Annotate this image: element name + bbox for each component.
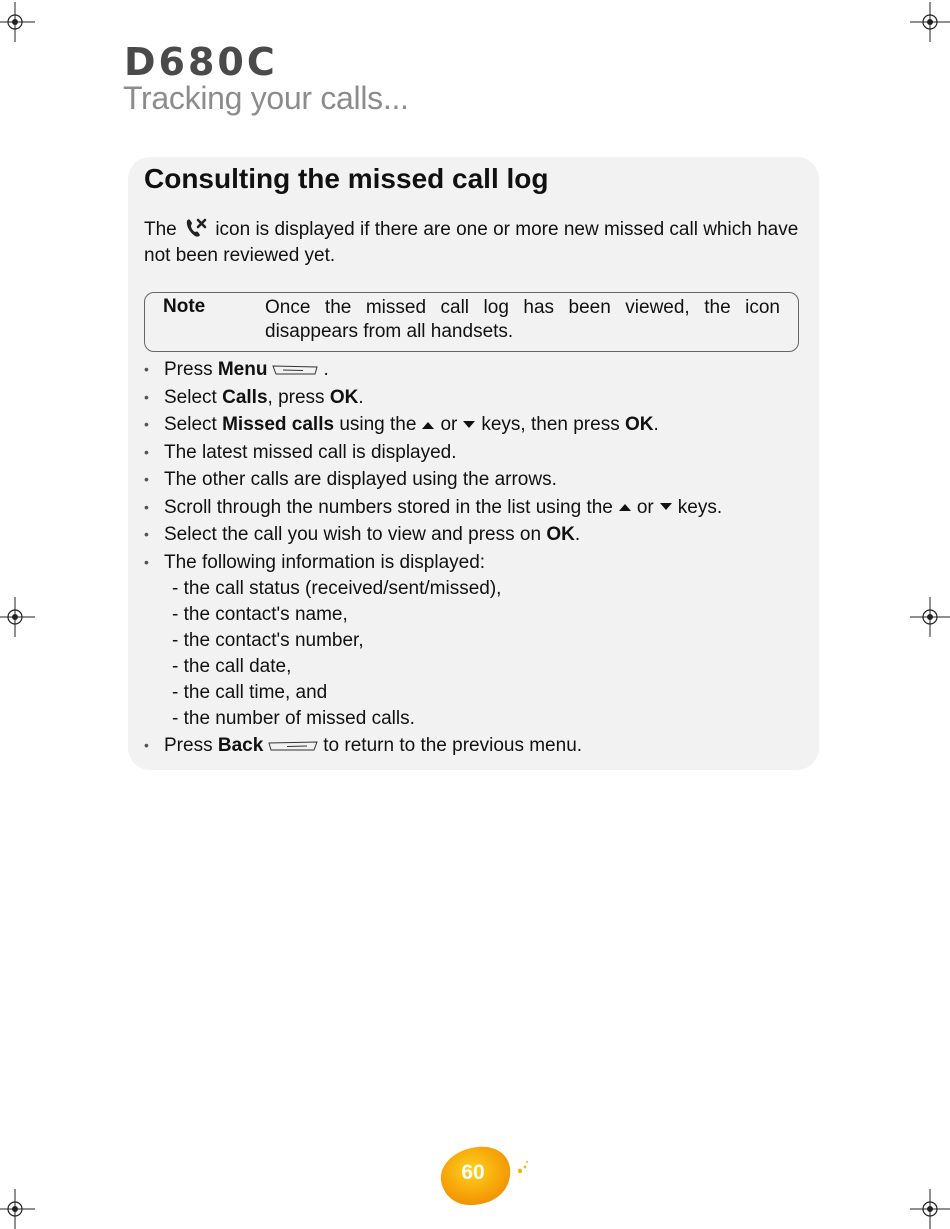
bullet: • [144,553,149,570]
bullet: • [144,471,149,487]
sub-list-item: - the number of missed calls. [172,708,415,729]
step-text: keys. [677,496,723,518]
step-text: . [358,386,364,408]
right-softkey-icon [267,740,319,752]
step-text: The other calls are displayed using the arrows. [164,469,557,490]
step-text: keys, then press [481,414,620,435]
sub-list-item: - the call status (received/sent/missed), [172,578,502,599]
intro-text-start: The [144,219,177,240]
sub-list-item: - the contact's name, [172,604,348,625]
note-box [144,292,799,352]
bullet: • [144,498,149,515]
ok-label: OK [624,414,654,435]
registration-mark-icon [910,1189,950,1229]
calls-label: Calls [222,386,268,408]
list-item [144,732,814,760]
step-text: Press [164,735,213,756]
list-item [144,411,814,439]
step-text: or [440,414,458,435]
bullet: • [144,388,149,405]
product-name: D680C [124,40,278,84]
step-text: Select [164,414,217,435]
arrow-up-icon [619,503,631,511]
page-title: Consulting the missed call log [144,163,549,194]
list-item [144,466,814,494]
registration-mark-icon [0,597,35,637]
bullet: • [144,737,149,753]
step-text: Press [164,359,213,380]
missed-calls-label: Missed calls [222,414,335,435]
sub-list-item: - the call date, [172,656,292,677]
step-text: The following information is displayed: [164,551,486,573]
step-text: to return to the previous menu. [323,735,583,756]
bullet: • [144,361,149,377]
intro-text-end: icon is displayed if there are one or more new missed call which have not been reviewed yet. [144,219,799,266]
ok-label: OK [546,524,575,545]
sub-list-item: - the contact's number, [172,630,364,651]
sub-list-item: - the call time, and [172,682,328,703]
ok-label: OK [329,386,359,408]
step-text: or [636,496,654,518]
arrow-down-icon [463,421,475,429]
note-text: Once the missed call log has been viewed, the icon disappears from all handsets. [265,297,780,342]
page-number: 60 [461,1161,485,1184]
step-text: The latest missed call is displayed. [164,441,457,463]
content-panel [128,157,819,770]
step-text: Select the call you wish to view and press on [164,524,542,545]
bullet: • [144,526,149,542]
step-text: . [653,414,659,435]
list-item [144,549,814,733]
step-text: . [574,524,581,545]
menu-key-label: Menu [217,359,268,380]
info-sublist [164,576,814,732]
bullet: • [144,416,149,432]
left-softkey-icon [271,364,319,376]
page-number-badge [434,1145,512,1207]
missed-call-icon [184,217,208,239]
bullet: • [144,443,149,460]
step-text: using the [339,414,417,435]
list-item [144,494,814,522]
registration-mark-icon [910,597,950,637]
step-list [144,356,814,760]
step-text: , press [267,386,325,408]
step-text: . [323,359,329,380]
registration-mark-icon [0,1189,35,1229]
list-item [144,384,814,412]
list-item [144,439,814,467]
list-item [144,356,814,384]
list-item [144,521,814,549]
arrow-down-icon [660,503,672,511]
section-title: Tracking your calls... [123,80,409,116]
registration-mark-icon [910,2,950,42]
back-key-label: Back [217,735,264,756]
step-text: Scroll through the numbers stored in the list using the [164,496,613,518]
step-text: Select [164,386,217,408]
intro-paragraph [144,217,809,269]
arrow-up-icon [422,421,434,429]
registration-mark-icon [0,2,35,42]
note-label: Note [163,296,206,317]
